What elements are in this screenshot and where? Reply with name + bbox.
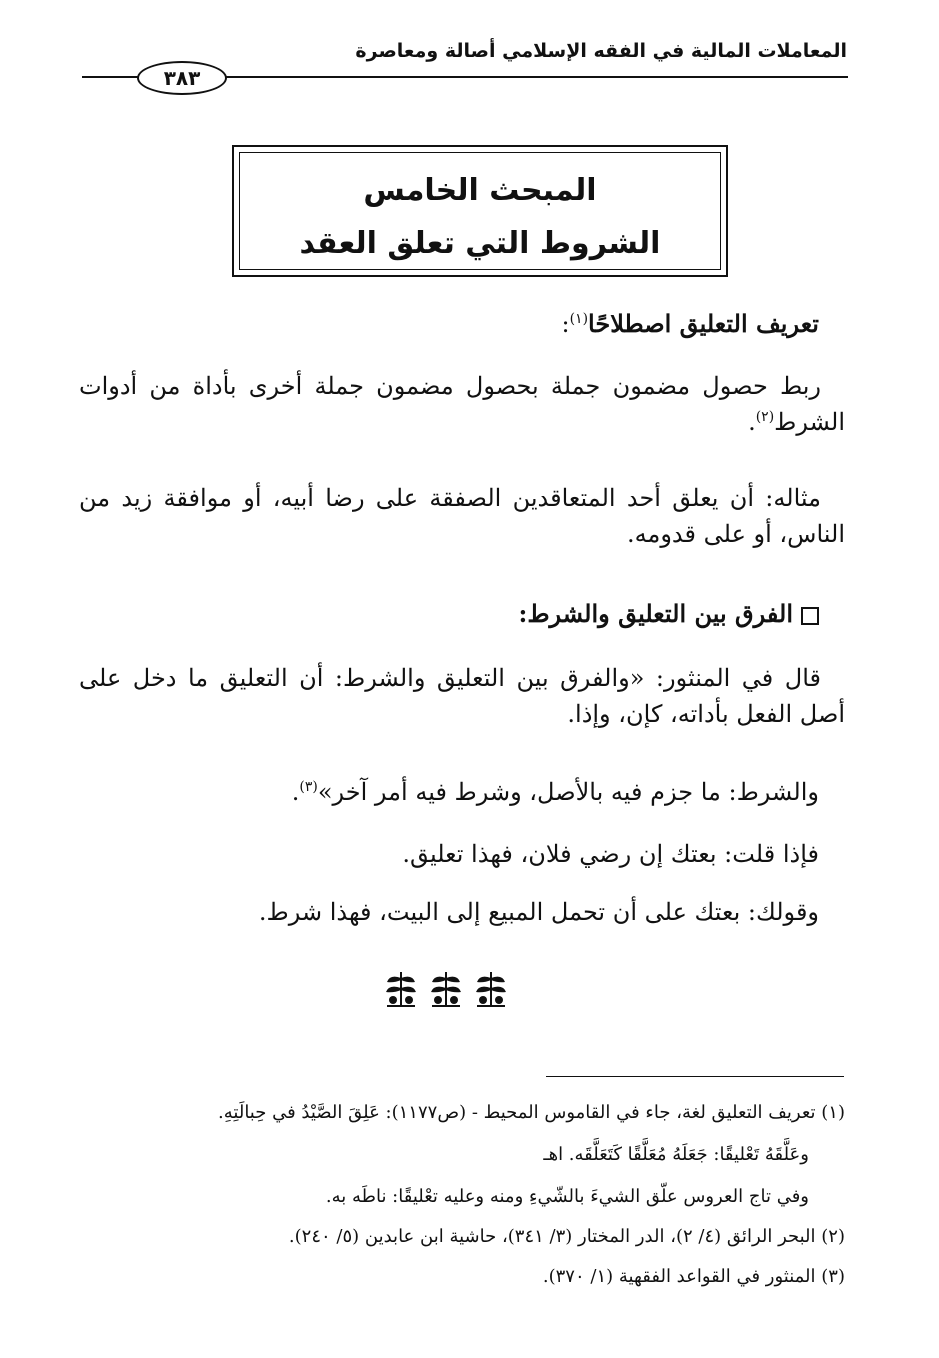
definition-period: .: [748, 408, 756, 436]
checkbox-bullet-icon: [801, 607, 819, 625]
section-title-box: [232, 145, 728, 277]
definition-heading: [99, 306, 819, 342]
running-header: المعاملات المالية في الفقه الإسلامي أصالة ومعاصرة: [355, 40, 847, 62]
footnote-1-line-3: وفي تاج العروس علّق الشيءَ بالشّيءِ ومنه وعليه تعْليقًا: ناطَه به.: [325, 1186, 809, 1207]
floral-ornament-icon: [474, 970, 508, 1008]
condition-text: والشرط: ما جزم فيه بالأصل، وشرط فيه أمر آخر»: [317, 778, 819, 806]
section-heading: [99, 596, 819, 632]
section-subtitle: الشروط التي تعلق العقد: [299, 226, 661, 261]
footnote-1-line-2: وعَلَّقَهُ تَعْليقًا: جَعَلَهُ مُعَلَّقًا كَتَعَلَّقَه. اهـ: [543, 1144, 809, 1165]
quote-paragraph: قال في المنثور: «والفرق بين التعليق والشرط: أن التعليق ما دخل على أصل الفعل بأداته، كإن، وإذا.: [79, 664, 845, 728]
footnote-3: (٣) المنثور في القواعد الفقهية (١/ ٣٧٠).: [542, 1266, 845, 1287]
floral-ornament-icon: [384, 970, 418, 1008]
example3-paragraph: وقولك: بعتك على أن تحمل المبيع إلى البيت، فهذا شرط.: [258, 898, 819, 926]
footnote-ref-1: (١): [569, 311, 589, 327]
definition-paragraph: [79, 368, 845, 440]
section-title: المبحث الخامس: [363, 173, 597, 208]
footnote-2: (٢) البحر الرائق (٤/ ٢)، الدر المختار (٣/ ٣٤١)، حاشية ابن عابدين (٥/ ٢٤٠).: [288, 1226, 845, 1247]
page-number: ٣٨٣: [137, 61, 227, 95]
example-paragraph: مثاله: أن يعلق أحد المتعاقدين الصفقة على رضا أبيه، أو موافقة زيد من الناس، أو على قدومه.: [79, 484, 845, 548]
section-title-inner-frame: [239, 152, 721, 270]
footnote-separator: [546, 1076, 844, 1077]
section-end-ornament: [384, 970, 508, 1008]
footnote-1-line-1: (١) تعريف التعليق لغة، جاء في القاموس المحيط - (ص١١٧٧): عَلِقَ الصَّيْدُ في حِبالَتِهِ.: [218, 1102, 845, 1123]
floral-ornament-icon: [429, 970, 463, 1008]
definition-heading-text: تعريف التعليق اصطلاحًا: [588, 309, 819, 338]
footnote-ref-2: (٢): [755, 409, 775, 425]
condition-period: .: [291, 778, 300, 806]
section-heading-text: الفرق بين التعليق والشرط:: [518, 599, 793, 628]
example2-paragraph: فإذا قلت: بعتك إن رضي فلان، فهذا تعليق.: [402, 840, 819, 868]
definition-text: ربط حصول مضمون جملة بحصول مضمون جملة أخرى بأداة من أدوات الشرط: [79, 372, 845, 436]
condition-paragraph: [99, 774, 819, 810]
footnote-ref-3: (٣): [299, 779, 318, 795]
definition-heading-colon: :: [561, 310, 570, 338]
